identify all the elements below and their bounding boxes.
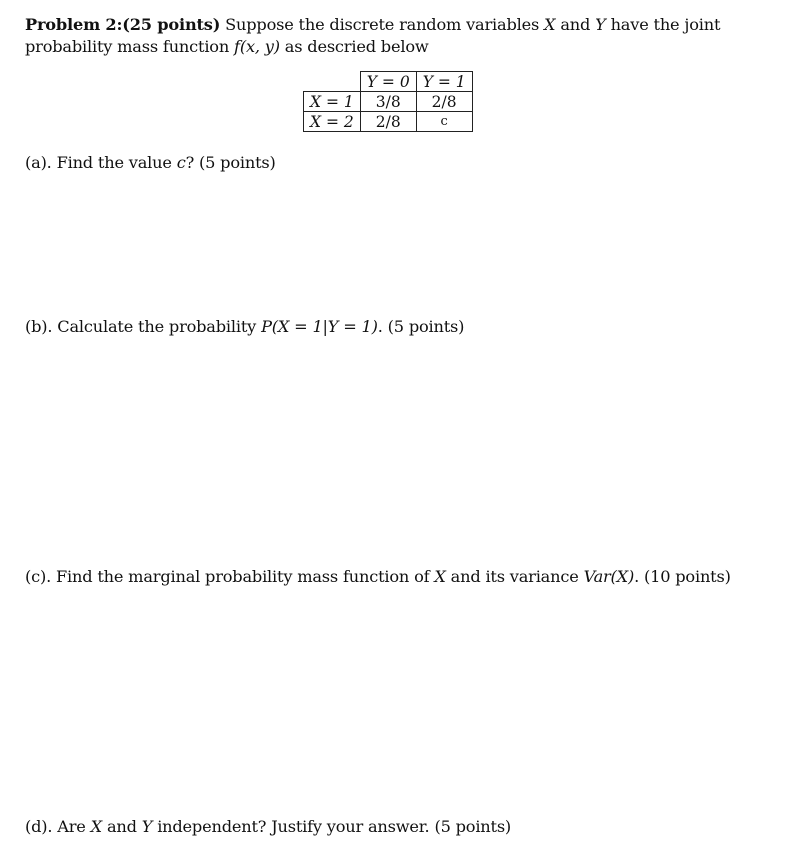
table-cell: 2/8 <box>416 92 472 112</box>
var-y: Y <box>595 15 606 34</box>
question-d-math1: X <box>90 817 102 836</box>
question-c-math1: X <box>434 567 446 586</box>
question-d-prefix: (d). Are <box>25 817 86 836</box>
table-header-row <box>304 72 473 92</box>
table-row-header: X = 1 <box>304 92 361 112</box>
problem-heading: Problem 2:(25 points) <box>25 15 221 34</box>
question-d <box>25 816 790 838</box>
question-a-suffix: ? (5 points) <box>185 153 276 172</box>
table-col-header: Y = 1 <box>416 72 472 92</box>
question-c-prefix: (c). Find the marginal probability mass function of <box>25 567 430 586</box>
question-c-suffix: . (10 points) <box>634 567 731 586</box>
question-b-suffix: . (5 points) <box>377 317 465 336</box>
question-d-math2: Y <box>141 817 153 836</box>
joint-pmf-table <box>303 71 473 132</box>
table-cell: c <box>416 112 472 132</box>
question-c-mid: and its variance <box>450 567 579 586</box>
var-x: X <box>544 15 556 34</box>
question-a <box>25 152 790 174</box>
question-b <box>25 316 790 338</box>
table-col-header: Y = 0 <box>360 72 416 92</box>
table-cell: 3/8 <box>360 92 416 112</box>
function-notation: f(x, y) <box>234 37 280 56</box>
table-row <box>304 112 473 132</box>
question-a-math: c <box>176 153 186 172</box>
question-b-math: P(X = 1|Y = 1) <box>261 317 378 336</box>
question-d-suffix: independent? Justify your answer. (5 points) <box>157 817 512 836</box>
question-c <box>25 566 790 588</box>
intro-end: as descried below <box>284 37 429 56</box>
question-d-mid: and <box>106 817 137 836</box>
question-b-prefix: (b). Calculate the probability <box>25 317 257 336</box>
question-a-prefix: (a). Find the value <box>25 153 172 172</box>
table-row <box>304 92 473 112</box>
table-cell: 2/8 <box>360 112 416 132</box>
intro-text: Suppose the discrete random variables <box>225 15 540 34</box>
question-c-math2: Var(X) <box>583 567 635 586</box>
intro-and: and <box>560 15 591 34</box>
intro-rest: have the joint probability mass function <box>25 15 721 56</box>
table-row-header: X = 2 <box>304 112 361 132</box>
problem-intro <box>25 14 795 58</box>
table-corner <box>304 72 361 92</box>
